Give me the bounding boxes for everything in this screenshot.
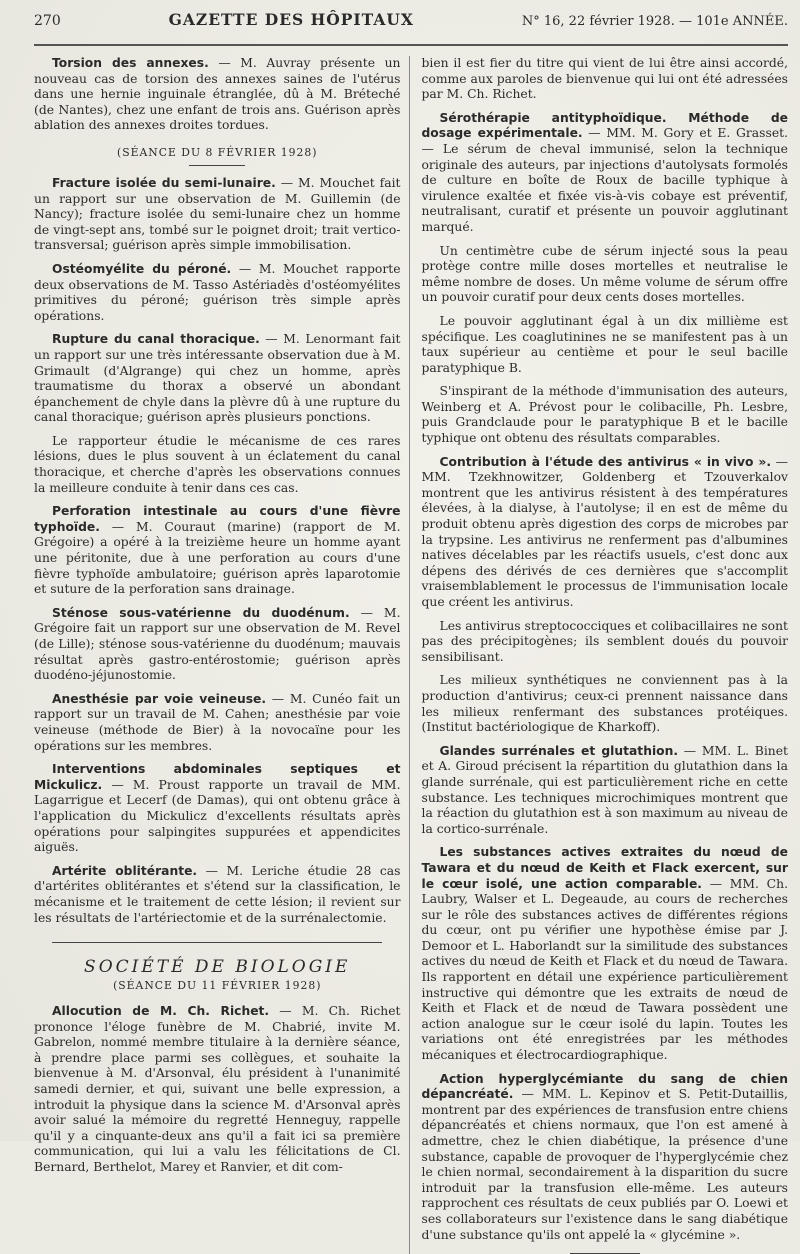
divider [52,942,382,943]
article-paragraph [422,56,789,103]
session-date: (SÉANCE DU 11 FÉVRIER 1928) [113,979,322,993]
article-title: Action hyperglycémiante du sang de chien dépancréaté. [421,1071,788,1102]
article-title: Contribution à l'étude des antivirus « in vivo ». [439,454,772,469]
article-body: — M. Mouchet rapporte deux observations de M. Tasso Astériadès d'ostéomyélites primitives du péroné; guérison très simple après opérations. [34,261,401,323]
article-entry [34,262,401,324]
article-body: Un centimètre cube de sérum injecté sous la peau protège contre mille doses mortelles et neutralise le même nombre de doses. Un même volume de sérum offre un pouvoir curatif pour deux cents doses mortelles. [421,243,788,305]
article-paragraph [422,619,789,666]
article-entry [34,692,401,754]
article-title: Glandes surrénales et glutathion. [439,743,679,758]
article-body: bien il est fier du titre qui vient de lui être ainsi accordé, comme aux paroles de bienvenue qui lui ont été adressées par M. Ch. Richet. [421,56,788,102]
article-body: S'inspirant de la méthode d'immunisation des auteurs, Weinberg et A. Prévost pour le colibacille, Ph. Lesbre, puis Grandclaude pour le paratyphique B et le bacille typhique ont obtenu des résultats comparables. [421,384,788,446]
article-paragraph [422,314,789,376]
right-column [422,56,789,1254]
running-head [34,10,788,46]
article-title: Perforation intestinale au cours d'une fièvre typhoïde. [34,504,401,534]
article-body: — M. Proust rapporte un travail de MM. Lagarrigue et Lecerf (de Damas), qui ont obtenu grâce à l'application du Mickulicz d'excellents résultats après opérations pour salpingites suppurées et appendicites aiguës. [34,777,401,855]
article-title: Ostéomyélite du péroné. [52,261,232,276]
article-entry [422,111,789,236]
article-body: — MM. L. Kepinov et S. Petit-Dutaillis, montrent par des expériences de transfusion entre chiens dépancréatés et chiens normaux, que l'on est amené à admettre, chez le chien diabétique, la présence d'une substance, capable de provoquer de l'hyperglycémie chez le chien normal, secondairement à la disparition du sucre introduit par la transfusion elle-même. Les auteurs rapprochent ces résultats de ceux publiés par O. Loewi et ses collaborateurs sur l'existence dans le sang diabétique d'une substance qu'ils ont appelé la « glycémine ». [421,1087,788,1242]
article-body: — M. Mouchet fait un rapport sur une observation de M. Guillemin (de Nancy); fracture isolée du semi-lunaire chez un homme de vingt-sept ans, tombé sur le poignet droit; trait vertico-transversal; guérison après simple immobilisation. [34,175,401,253]
article-title: Les substances actives extraites du nœud de Tawara et du nœud de Keith et Flack exercent, sur le cœur isolé, une action comparable. [421,845,788,891]
left-column [34,56,410,1254]
article-paragraph [422,384,789,446]
article-entry [34,332,401,426]
article-body: — M. Couraut (marine) (rapport de M. Grégoire) a opéré à la treizième heure un homme ayant une péritonite, due à une perforation au cours d'une fièvre typhoïde ambulatoire; guérison après laparotomie et suture de la perforation sans drainage. [34,519,401,597]
article-entry [34,606,401,684]
article-title: Torsion des annexes. [52,56,209,70]
article-body: — M. Grégoire fait un rapport sur une observation de M. Revel (de Lille); sténose sous-vatérienne du duodénum; mauvais résultat après gastro-entérostomie; guérison après duodéno-jéjunostomie. [34,605,401,683]
article-title: Artérite oblitérante. [52,863,198,878]
article-title: Interventions abdominales septiques et Mickulicz. [34,762,401,792]
article-title: Allocution de M. Ch. Richet. [52,1004,270,1019]
article-entry [34,504,401,598]
article-entry [422,1072,789,1244]
article-paragraph [422,244,789,306]
article-entry [422,744,789,838]
article-title: Anesthésie par voie veineuse. [52,691,267,706]
journal-title: GAZETTE DES HÔPITAUX [168,10,414,29]
article-body: — MM. L. Binet et A. Giroud précisent la répartition du glutathion dans la glande surrénale, qui est particulièrement riche en cette substance. Les techniques microchimiques montrent que la réaction du glutathion est à son maximum au niveau de la cortico-surrénale. [421,743,788,836]
article-paragraph [34,434,401,496]
article-title: Fracture isolée du semi-lunaire. [52,175,276,190]
article-entry [422,455,789,611]
page-number: 270 [34,13,61,29]
article-body: — MM. Ch. Laubry, Walser et L. Degeaude, au cours de recherches sur le rôle des substances actives de différentes régions du cœur, ont pu vérifier une hypothèse émise par J. Demoor et L. Haborlandt sur la similitude des substances actives du nœud de Keith et Flack et du nœud de Tawara. Ils rapportent en détail une expérience particulièrement instructive qui démontre que les extraits de nœud de Keith et Flack et de nœud de Tawara possèdent une action analogue sur le cœur isolé du lapin. Toutes les variations ont été enregistrées par les méthodes mécaniques et électrocardiographique. [421,876,788,1063]
article-entry [422,845,789,1063]
society-heading: SOCIÉTÉ DE BIOLOGIE [84,957,351,978]
issue-info: N° 16, 22 février 1928. — 101e ANNÉE. [521,14,788,29]
article-title: Sérothérapie antityphoïdique. Méthode de dosage expérimentale. [421,110,788,141]
article-paragraph [422,673,789,735]
divider [189,165,245,166]
article-title: Sténose sous-vatérienne du duodénum. [52,605,350,620]
article-body: Le pouvoir agglutinant égal à un dix millième est spécifique. Les coaglutinines ne se manifestent pas à un taux supérieur au centième et pour le seul bacille paratyphique B. [421,313,788,375]
article-body: Les milieux synthétiques ne conviennent pas à la production d'antivirus; ceux-ci prennent naissance dans les milieux renfermant des substances protéiques. (Institut bactériologique de Kharkoff). [421,673,788,735]
article-body: — MM. Tzekhnowitzer, Goldenberg et Tzouverkalov montrent que les antivirus résistent à des températures élevées, à la dialyse, à l'autolyse; il en est de même du produit obtenu après digestion des corps de microbes par la trypsine. Les antivirus ne renferment pas d'albumines natives décelables par les réactifs usuels, c'est donc aux dépens des dérivés de ces dernières que s'accomplit vraisemblablement le processus de l'immunisation locale que créent les antivirus. [421,454,788,609]
article-entry [34,56,401,134]
article-title: Rupture du canal thoracique. [52,332,260,347]
article-body: — M. Cunéo fait un rapport sur un travail de M. Cahen; anesthésie par voie veineuse (méthode de Bier) à la novocaïne pour les opérations sur les membres. [34,691,401,753]
article-body: — M. Lenormant fait un rapport sur une très intéressante observation due à M. Grimault (d'Algrange) qui chez un homme, après traumatisme du thorax a observé un abondant épanchement de chyle dans la plèvre dû à une rupture du canal thoracique; guérison après plusieurs ponctions. [34,332,401,425]
article-body: — M. Auvray présente un nouveau cas de torsion des annexes saines de l'utérus dans une hernie inguinale étranglée, dû à M. Bréteché (de Nantes), chez une enfant de trois ans. Guérison après ablation des annexes droites tordues. [34,56,401,133]
article-entry [34,176,401,254]
article-body: Le rapporteur étudie le mécanisme de ces rares lésions, dues le plus souvent à un éclatement du canal thoracique, et cherche d'après les observations connues la meilleure conduite à tenir dans ces cas. [34,433,401,495]
article-entry [34,864,401,926]
columns [34,56,788,1254]
article-entry [34,1004,401,1176]
article-body: — M. Ch. Richet prononce l'éloge funèbre de M. Chabrié, invite M. Gabrelon, nommé membre titulaire à la dernière séance, à prendre place parmi ses collègues, et souhaite la bienvenue à M. d'Arsonval, élu président à l'unanimité samedi dernier, et qui, suivant une belle expression, a introduit la physique dans la science M. d'Arsonval après avoir salué la mémoire du regretté Henneguy, rappelle qu'il y a cinquante-deux ans qu'il a fait ici sa première communication, qui lui a valu les félicitations de Cl. Bernard, Berthelot, Marey et Ranvier, et dit com- [34,1004,401,1175]
article-body: — M. Leriche étudie 28 cas d'artérites oblitérantes et s'étend sur la classification, le mécanisme et le traitement de cette lésion; il revient sur les résultats de l'artériectomie et de la surrénalectomie. [34,863,401,925]
article-body: Les antivirus streptococciques et colibacillaires ne sont pas des précipitogènes; ils semblent doués du pouvoir sensibilisant. [421,618,788,664]
article-entry [34,762,401,856]
session-date: (SÉANCE DU 8 FÉVRIER 1928) [117,145,318,159]
article-body: — MM. M. Gory et E. Grasset. — Le sérum de cheval immunisé, selon la technique originale des auteurs, par injections d'autolysats formolés de culture en boîte de Roux de bacille typhique à virulence exaltée et fixée vis-à-vis cobaye est préventif, neutralisant, curatif et présente un pouvoir agglutinant marqué. [421,126,789,234]
